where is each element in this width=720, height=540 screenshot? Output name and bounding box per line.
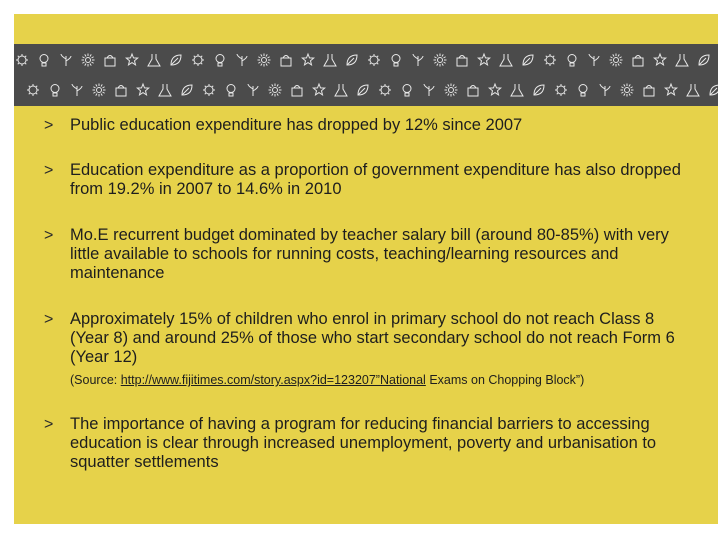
- bulb-icon: [51, 85, 59, 97]
- flask-icon: [148, 54, 160, 66]
- bulb-icon: [568, 55, 576, 67]
- bullet-list: [44, 116, 684, 472]
- bag-icon: [633, 56, 643, 67]
- gear-icon: [544, 54, 556, 66]
- source-link[interactable]: http://www.fijitimes.com/story.aspx?id=123207”National: [120, 373, 426, 387]
- source-citation: [70, 373, 684, 388]
- bullet-item-dropout: [44, 310, 684, 388]
- bullet-marker: >: [44, 162, 54, 179]
- gear-icon: [555, 84, 567, 96]
- star-icon: [654, 54, 665, 65]
- sun-icon: [93, 84, 106, 97]
- gear-icon: [192, 54, 204, 66]
- sun-icon: [621, 84, 634, 97]
- star-icon: [313, 84, 324, 95]
- bullet-item-expenditure-drop: [44, 116, 684, 135]
- leaf-icon: [347, 55, 357, 65]
- plant-icon: [72, 84, 82, 96]
- leaf-icon: [699, 55, 709, 65]
- source-suffix: Exams on Chopping Block”): [425, 373, 585, 387]
- plant-icon: [600, 84, 610, 96]
- leaf-icon: [358, 85, 368, 95]
- bullet-marker: >: [44, 227, 54, 244]
- gear-icon: [16, 54, 28, 66]
- bullet-text: Public education expenditure has dropped by 12% since 2007: [70, 116, 523, 134]
- sun-icon: [269, 84, 282, 97]
- plant-icon: [589, 54, 599, 66]
- star-icon: [478, 54, 489, 65]
- sun-icon: [82, 54, 95, 67]
- star-icon: [137, 84, 148, 95]
- bullet-text: Education expenditure as a proportion of government expenditure has also dropped from 19.2% in 2007 to 14.6% in 2010: [70, 161, 681, 198]
- star-icon: [489, 84, 500, 95]
- sun-icon: [610, 54, 623, 67]
- bullet-marker: >: [44, 311, 54, 328]
- bullet-item-recurrent-budget: [44, 226, 684, 283]
- bullet-text: Mo.E recurrent budget dominated by teacher salary bill (around 80-85%) with very little available to schools for running costs, teaching/learning resources and maintenance: [70, 226, 669, 282]
- flask-icon: [335, 84, 347, 96]
- sun-icon: [445, 84, 458, 97]
- gear-icon: [368, 54, 380, 66]
- bag-icon: [468, 86, 478, 97]
- bullet-text: The importance of having a program for reducing financial barriers to accessing education is clear through increased unemployment, poverty and urbanisation to squatter settlements: [70, 415, 657, 471]
- bullet-item-financial-barriers: [44, 415, 684, 472]
- bulb-icon: [403, 85, 411, 97]
- bullet-item-proportion-drop: [44, 161, 684, 199]
- leaf-icon: [171, 55, 181, 65]
- bullet-marker: >: [44, 416, 54, 433]
- bullet-text: Approximately 15% of children who enrol in primary school do not reach Class 8 (Year 8) and around 25% of those who start secondary school do not reach Form 6 (Year 12): [70, 310, 675, 366]
- star-icon: [302, 54, 313, 65]
- plant-icon: [248, 84, 258, 96]
- slide: [14, 14, 718, 524]
- bag-icon: [644, 86, 654, 97]
- plant-icon: [61, 54, 71, 66]
- flask-icon: [511, 84, 523, 96]
- flask-icon: [500, 54, 512, 66]
- bag-icon: [457, 56, 467, 67]
- leaf-icon: [534, 85, 544, 95]
- leaf-icon: [523, 55, 533, 65]
- bulb-icon: [392, 55, 400, 67]
- source-prefix: (Source:: [70, 373, 121, 387]
- bullet-marker: >: [44, 117, 54, 134]
- decorative-icon-band: [14, 44, 718, 106]
- bag-icon: [281, 56, 291, 67]
- icon-pattern: [14, 44, 718, 106]
- sun-icon: [258, 54, 271, 67]
- flask-icon: [687, 84, 699, 96]
- star-icon: [126, 54, 137, 65]
- bag-icon: [105, 56, 115, 67]
- gear-icon: [27, 84, 39, 96]
- gear-icon: [379, 84, 391, 96]
- bag-icon: [116, 86, 126, 97]
- star-icon: [665, 84, 676, 95]
- plant-icon: [237, 54, 247, 66]
- leaf-icon: [710, 85, 718, 95]
- bulb-icon: [216, 55, 224, 67]
- bag-icon: [292, 86, 302, 97]
- sun-icon: [434, 54, 447, 67]
- plant-icon: [413, 54, 423, 66]
- gear-icon: [203, 84, 215, 96]
- bulb-icon: [579, 85, 587, 97]
- bulb-icon: [40, 55, 48, 67]
- plant-icon: [424, 84, 434, 96]
- flask-icon: [676, 54, 688, 66]
- flask-icon: [324, 54, 336, 66]
- flask-icon: [159, 84, 171, 96]
- leaf-icon: [182, 85, 192, 95]
- bulb-icon: [227, 85, 235, 97]
